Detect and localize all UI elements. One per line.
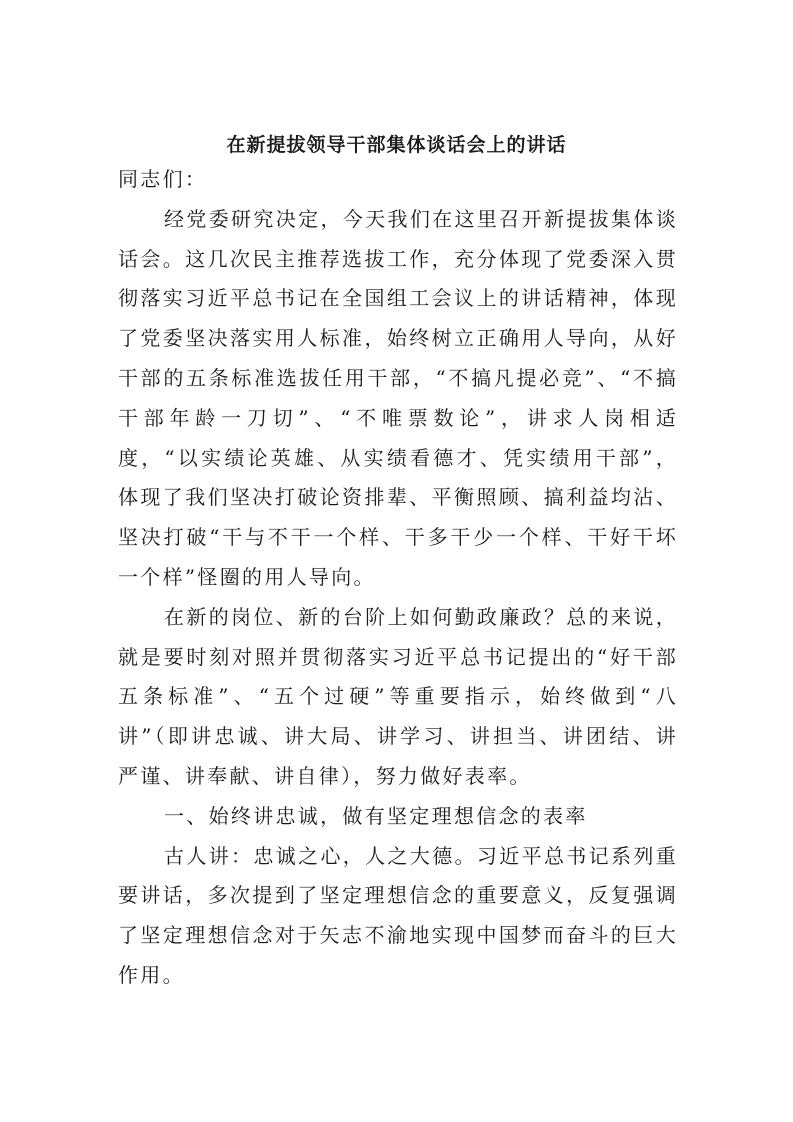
paragraph-2: 在新的岗位、新的台阶上如何勤政廉政？总的来说，就是要时刻对照并贯彻落实习近平总书记提出的“好干部五条标准”、“五个过硬”等重要指示，始终做到“八讲”（即讲忠诚、讲大局、讲学习、讲担当、讲团结、讲严谨、讲奉献、讲自律），努力做好表率。 <box>118 604 678 788</box>
section-heading-1: 一、始终讲忠诚，做有坚定理想信念的表率 <box>164 803 588 828</box>
paragraph-1: 经党委研究决定，今天我们在这里召开新提拔集体谈话会。这几次民主推荐选拔工作，充分体现了党委深入贯彻落实习近平总书记在全国组工会议上的讲话精神，体现了党委坚决落实用人标准，始终树立正确用人导向，从好干部的五条标准选拔任用干部，“不搞凡提必竞”、“不搞干部年龄一刀切”、“不唯票数论”，讲求人岗相适度，“以实绩论英雄、从实绩看德才、凭实绩用干部”，体现了我们坚决打破论资排辈、平衡照顾、搞利益均沾、坚决打破“干与不干一个样、干多干少一个样、干好干坏一个样”怪圈的用人导向。 <box>118 206 678 589</box>
section-paragraph-1: 古人讲：忠诚之心，人之大德。习近平总书记系列重要讲话，多次提到了坚定理想信念的重要意义，反复强调了坚定理想信念对于矢志不渝地实现中国梦而奋斗的巨大作用。 <box>118 843 678 987</box>
document-body <box>118 160 678 996</box>
page-title: 在新提拔领导干部集体谈话会上的讲话 <box>226 134 567 156</box>
salutation: 同志们： <box>118 167 208 191</box>
